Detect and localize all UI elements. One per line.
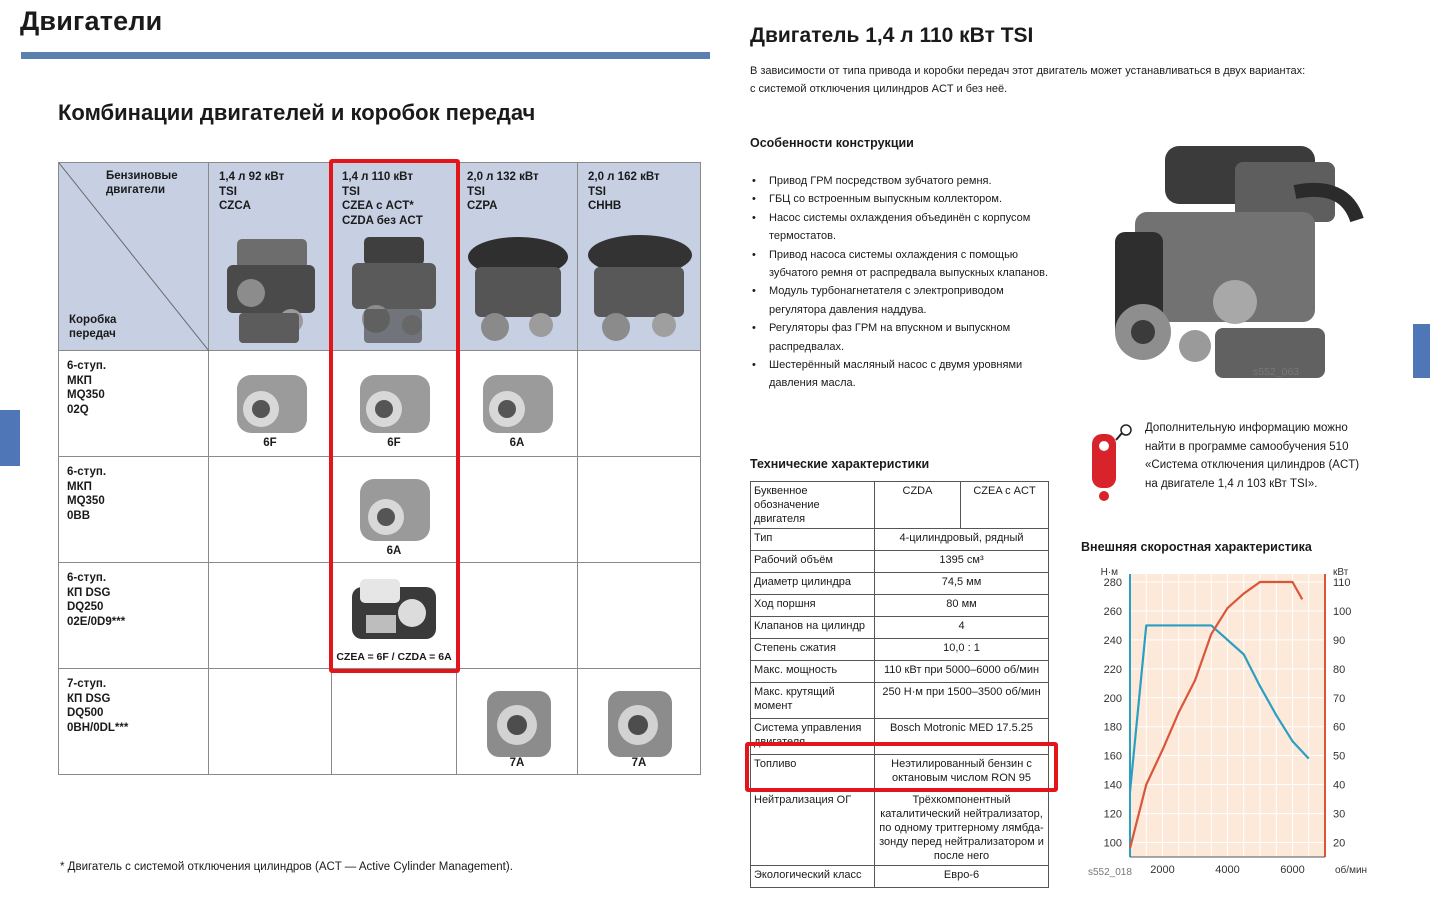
- combo-cell: [457, 669, 578, 775]
- engine-header-3: [457, 163, 578, 351]
- table-corner: [59, 163, 209, 351]
- y-left-tick-label: 100: [1103, 837, 1122, 850]
- gearbox-label-cell: [59, 563, 209, 669]
- y-right-unit-label: кВт: [1333, 567, 1349, 578]
- spec-label: Рабочий объём: [751, 551, 875, 573]
- gearbox-image: [229, 365, 313, 441]
- spec-value: 10,0 : 1: [875, 639, 1049, 661]
- spec-label: Макс. мощность: [751, 661, 875, 683]
- engine-header-1: [209, 163, 332, 351]
- spec-label: Тип: [751, 529, 875, 551]
- gearbox-image: [475, 365, 559, 441]
- x-tick-label: 6000: [1280, 864, 1305, 876]
- engine-header-label: 2,0 л 162 кВт TSI CHHB: [588, 171, 660, 212]
- gearbox-code: CZEA = 6F / CZDA = 6A: [336, 651, 452, 663]
- corner-engines-label: Бензиновые двигатели: [106, 170, 178, 196]
- engine-image: [219, 231, 324, 349]
- list-item: • Привод насоса системы охлаждения с помощью зубчатого ремня от распредвала выпускных клапанов.: [750, 246, 1060, 283]
- engine-image: [465, 231, 571, 349]
- page-title: Двигатели: [20, 6, 163, 36]
- spec-value: 1395 см³: [875, 551, 1049, 573]
- specs-table: [750, 481, 1049, 888]
- y-right-tick-label: 80: [1333, 663, 1346, 676]
- spec-label: Клапанов на цилиндр: [751, 617, 875, 639]
- spec-value: Bosch Motronic MED 17.5.25: [875, 719, 1049, 755]
- combo-cell: [457, 351, 578, 457]
- y-left-unit-label: Н·м: [1100, 567, 1118, 578]
- spec-value: Евро-6: [875, 866, 1049, 888]
- engine-intro: В зависимости от типа привода и коробки передач этот двигатель может устанавливаться в двух вариантах: с системой отключения цилиндров ACT и без неё.: [750, 65, 1306, 95]
- spec-value: 74,5 мм: [875, 573, 1049, 595]
- title-divider: [21, 52, 710, 59]
- list-item: • Насос системы охлаждения объединён с корпусом термостатов.: [750, 209, 1060, 246]
- dsg-gearbox-image: [598, 685, 682, 761]
- gearbox-label: 6-ступ. КП DSG DQ250 02E/0D9***: [67, 572, 126, 628]
- y-right-tick-label: 20: [1333, 837, 1346, 850]
- right-edge-tab[interactable]: [1413, 324, 1430, 378]
- spec-label: Нейтрализация ОГ: [751, 791, 875, 866]
- corner-gearbox-label: Коробка передач: [69, 314, 117, 340]
- engine-illustration: [1095, 132, 1365, 388]
- features-title: Особенности конструкции: [750, 136, 914, 150]
- section-title: Комбинации двигателей и коробок передач: [58, 100, 536, 125]
- gearbox-label-cell: [59, 351, 209, 457]
- engine-image-code: s552_063: [1253, 366, 1300, 378]
- engine-header-label: 2,0 л 132 кВт TSI CZPA: [467, 171, 539, 212]
- chart-title: Внешняя скоростная характеристика: [1081, 540, 1312, 554]
- y-left-tick-label: 160: [1103, 750, 1122, 763]
- gearbox-label-cell: [59, 457, 209, 563]
- combo-cell-empty: [578, 351, 701, 457]
- spec-value: 250 Н·м при 1500–3500 об/мин: [875, 683, 1049, 719]
- y-right-tick-label: 110: [1333, 577, 1351, 589]
- y-right-tick-label: 60: [1333, 721, 1346, 734]
- highlight-column-frame: [329, 159, 460, 673]
- y-right-tick-label: 90: [1333, 634, 1346, 647]
- spec-label: Ход поршня: [751, 595, 875, 617]
- list-item: • Регуляторы фаз ГРМ на впускном и выпускном распредвалах.: [750, 319, 1060, 356]
- specs-title: Технические характеристики: [750, 457, 930, 471]
- dsg-gearbox-image: [477, 685, 561, 761]
- y-right-tick-label: 50: [1333, 750, 1346, 763]
- spec-label: Степень сжатия: [751, 639, 875, 661]
- gearbox-label: 6-ступ. МКП MQ350 0BB: [67, 466, 107, 522]
- combo-cell-empty: [457, 563, 578, 669]
- combo-cell-empty: [209, 457, 332, 563]
- engine-header-label: 1,4 л 92 кВт TSI CZCA: [219, 171, 285, 212]
- y-right-tick-label: 40: [1333, 779, 1346, 792]
- combo-cell-empty: [578, 563, 701, 669]
- spec-label: Буквенное обозначение двигателя: [751, 482, 875, 529]
- y-left-tick-label: 140: [1103, 779, 1122, 792]
- footnote: * Двигатель с системой отключения цилиндров (ACT — Active Cylinder Management).: [60, 861, 513, 873]
- y-right-tick-label: 70: [1333, 692, 1346, 705]
- gearbox-code: 7A: [631, 757, 647, 769]
- x-tick-label: 4000: [1215, 864, 1240, 876]
- engine-header-label: 1,4 л 110 кВт TSI CZEA с ACT* CZDA без ACT: [342, 171, 423, 227]
- combo-cell-empty: [209, 563, 332, 669]
- y-left-tick-label: 180: [1103, 721, 1122, 734]
- gearbox-code: 7A: [509, 757, 525, 769]
- gearbox-code: 6A: [386, 545, 402, 557]
- chart-image-code: s552_018: [1088, 867, 1132, 878]
- combo-cell-empty: [332, 669, 457, 775]
- spec-col-czda: CZDA: [875, 482, 961, 529]
- combo-cell-empty: [578, 457, 701, 563]
- list-item: • ГБЦ со встроенным выпускным коллектором.: [750, 190, 1060, 208]
- list-item: • Модуль турбонагнетателя с электроприводом регулятора давления наддува.: [750, 282, 1060, 319]
- gearbox-code: 6F: [263, 437, 277, 449]
- combo-cell-empty: [209, 669, 332, 775]
- spec-value: Трёхкомпонентный каталитический нейтрализатор, по одному тритгерному лямбда-зонду перед нейтрализатором и после него: [875, 791, 1049, 866]
- x-unit-label: об/мин: [1335, 865, 1368, 876]
- y-left-tick-label: 280: [1103, 577, 1122, 589]
- gearbox-label-cell: [59, 669, 209, 775]
- gearbox-code: 6F: [387, 437, 401, 449]
- left-edge-tab[interactable]: [0, 410, 20, 466]
- list-item: • Привод ГРМ посредством зубчатого ремня.: [750, 172, 1060, 190]
- spec-value: 80 мм: [875, 595, 1049, 617]
- y-right-tick-label: 100: [1333, 605, 1352, 618]
- info-note: Дополнительную информацию можно найти в программе самообучения 510 «Система отключения цилиндров (ACT) на двигателе 1,4 л 103 кВт TSI».: [1145, 422, 1360, 490]
- gearbox-label: 6-ступ. МКП MQ350 02Q: [67, 360, 107, 416]
- combo-cell: [209, 351, 332, 457]
- spec-value: 4-цилиндровый, рядный: [875, 529, 1049, 551]
- speed-characteristic-chart: [1080, 562, 1380, 884]
- combo-cell-empty: [457, 457, 578, 563]
- engine-title: Двигатель 1,4 л 110 кВт TSI: [750, 24, 1034, 47]
- gearbox-code: 6A: [509, 437, 525, 449]
- combo-cell: [578, 669, 701, 775]
- y-left-tick-label: 120: [1103, 808, 1122, 821]
- engine-header-4: [578, 163, 701, 351]
- info-figure-icon: [1082, 420, 1134, 502]
- gearbox-label: 7-ступ. КП DSG DQ500 0BH/0DL***: [67, 678, 129, 734]
- spec-label: Экологический класс: [751, 866, 875, 888]
- features-list: [750, 172, 1060, 393]
- x-tick-label: 2000: [1150, 864, 1175, 876]
- y-left-tick-label: 240: [1103, 634, 1122, 647]
- spec-label: Макс. крутящий момент: [751, 683, 875, 719]
- list-item: • Шестерённый масляный насос с двумя уровнями давления масла.: [750, 356, 1060, 393]
- spec-col-czea: CZEA с ACT: [961, 482, 1049, 529]
- highlight-fuel-frame: [745, 742, 1058, 792]
- y-left-tick-label: 260: [1103, 605, 1122, 618]
- spec-label: Диаметр цилиндра: [751, 573, 875, 595]
- y-right-tick-label: 30: [1333, 808, 1346, 821]
- engine-image: [586, 229, 694, 349]
- spec-value: 4: [875, 617, 1049, 639]
- spec-value: 110 кВт при 5000–6000 об/мин: [875, 661, 1049, 683]
- spec-value: Неэтилированный бензин с октановым числом RON 95: [875, 755, 1049, 791]
- spec-label: Система управления двигателя: [751, 719, 875, 755]
- spec-label: Топливо: [751, 755, 875, 791]
- y-left-tick-label: 220: [1103, 663, 1122, 676]
- y-left-tick-label: 200: [1103, 692, 1122, 705]
